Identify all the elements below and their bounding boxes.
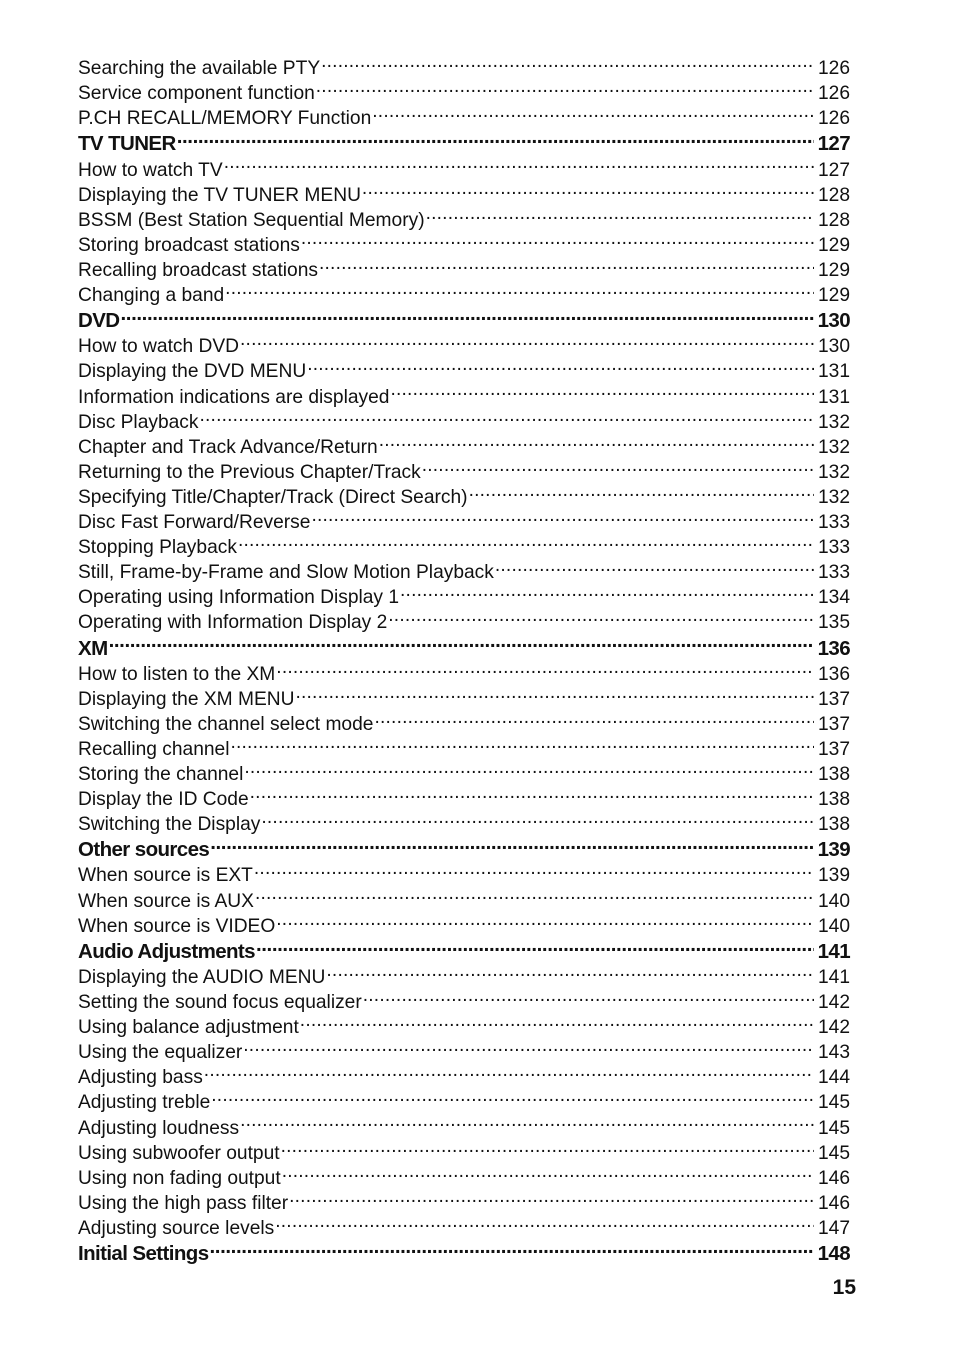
dot-leader — [244, 755, 814, 780]
table-of-contents — [78, 49, 850, 1266]
toc-page-number: 133 — [817, 511, 850, 533]
dot-leader — [363, 983, 814, 1008]
toc-page-number: 132 — [817, 461, 850, 483]
dot-leader — [316, 74, 814, 99]
toc-page-number: 126 — [817, 108, 850, 130]
dot-leader — [289, 1184, 814, 1209]
toc-page-number: 146 — [817, 1192, 850, 1214]
toc-entry-title: Displaying the AUDIO MENU — [78, 966, 326, 988]
toc-entry-title: Service component function — [78, 83, 315, 105]
toc-page-number: 148 — [817, 1242, 850, 1266]
dot-leader — [230, 730, 814, 755]
toc-entry-title: Using the equalizer — [78, 1042, 243, 1064]
toc-page-number: 133 — [817, 537, 850, 559]
toc-page-number: 129 — [817, 259, 850, 281]
dot-leader — [362, 176, 814, 201]
toc-page-number: 138 — [817, 814, 850, 836]
toc-page-number: 142 — [817, 1017, 850, 1039]
toc-section-title: Initial Settings — [78, 1242, 209, 1266]
dot-leader — [372, 99, 814, 124]
toc-entry-title: Disc Playback — [78, 411, 199, 433]
toc-page-number: 126 — [817, 58, 850, 80]
toc-section-title: XM — [78, 636, 108, 660]
toc-section-title: DVD — [78, 309, 120, 333]
dot-leader — [311, 503, 814, 528]
toc-page-number: 133 — [817, 562, 850, 584]
dot-leader — [374, 705, 814, 730]
toc-entry-title: Disc Fast Forward/Reverse — [78, 511, 311, 533]
dot-leader — [321, 49, 814, 74]
dot-leader — [177, 124, 814, 150]
dot-leader — [495, 553, 814, 578]
dot-leader — [390, 377, 814, 402]
toc-page-number: 132 — [817, 486, 850, 508]
toc-page-number: 127 — [817, 159, 850, 181]
toc-page-number: 132 — [817, 411, 850, 433]
dot-leader — [211, 1083, 814, 1108]
toc-page-number: 139 — [817, 865, 850, 887]
dot-leader — [238, 528, 814, 553]
toc-section-heading — [78, 301, 850, 333]
dot-leader — [240, 1108, 814, 1133]
dot-leader — [200, 403, 814, 428]
toc-entry-title: When source is EXT — [78, 865, 253, 887]
toc-page-number: 128 — [817, 209, 850, 231]
dot-leader — [243, 1033, 814, 1058]
toc-entry-title: Displaying the XM MENU — [78, 688, 295, 710]
toc-entry-title: Operating using Information Display 1 — [78, 587, 400, 609]
toc-entry-title: Storing broadcast stations — [78, 234, 300, 256]
toc-page-number: 130 — [817, 336, 850, 358]
toc-entry-title: Recalling broadcast stations — [78, 259, 318, 281]
toc-entry-title: Recalling channel — [78, 738, 230, 760]
toc-page-number: 137 — [817, 738, 850, 760]
toc-entry-title: Adjusting loudness — [78, 1117, 240, 1139]
toc-page-number: 137 — [817, 688, 850, 710]
toc-entry — [78, 49, 850, 80]
toc-section-title: Other sources — [78, 838, 210, 862]
toc-page-number: 128 — [817, 184, 850, 206]
dot-leader — [422, 453, 814, 478]
toc-page-number: 145 — [817, 1142, 850, 1164]
toc-entry-title: Displaying the TV TUNER MENU — [78, 184, 361, 206]
toc-page-number: 134 — [817, 587, 850, 609]
toc-page-number: 126 — [817, 83, 850, 105]
toc-section-heading — [78, 124, 850, 156]
toc-entry-title: Display the ID Code — [78, 789, 249, 811]
dot-leader — [319, 251, 814, 276]
toc-page-number: 132 — [817, 436, 850, 458]
dot-leader — [120, 301, 813, 327]
toc-entry-title: P.CH RECALL/MEMORY Function — [78, 108, 372, 130]
toc-entry-title: Information indications are displayed — [78, 386, 390, 408]
toc-entry — [78, 655, 850, 685]
toc-entry-title: When source is AUX — [78, 890, 254, 912]
toc-page-number: 147 — [817, 1217, 850, 1239]
toc-entry-title: Switching the channel select mode — [78, 713, 374, 735]
toc-entry-title: Searching the available PTY — [78, 58, 321, 80]
dot-leader — [426, 201, 814, 226]
toc-entry-title: Displaying the DVD MENU — [78, 361, 307, 383]
toc-entry-title: Operating with Information Display 2 — [78, 612, 388, 634]
toc-page-number: 141 — [817, 966, 850, 988]
toc-page-number: 131 — [817, 361, 850, 383]
toc-page-number: 140 — [817, 915, 850, 937]
toc-page-number: 139 — [817, 838, 850, 862]
dot-leader — [379, 428, 814, 453]
dot-leader — [281, 1134, 814, 1159]
toc-entry-title: Adjusting source levels — [78, 1217, 275, 1239]
dot-leader — [109, 628, 814, 654]
toc-entry-title: Using non fading output — [78, 1167, 281, 1189]
dot-leader — [275, 1209, 814, 1234]
toc-entry-title: Specifying Title/Chapter/Track (Direct Search) — [78, 486, 468, 508]
dot-leader — [282, 1159, 814, 1184]
toc-page-number: 140 — [817, 890, 850, 912]
toc-page-number: 129 — [817, 285, 850, 307]
toc-entry-title: How to watch DVD — [78, 336, 240, 358]
toc-entry-title: Setting the sound focus equalizer — [78, 992, 362, 1014]
toc-entry-title: Using subwoofer output — [78, 1142, 280, 1164]
toc-page-number: 135 — [817, 612, 850, 634]
toc-section-heading — [78, 628, 850, 660]
dot-leader — [255, 881, 814, 906]
dot-leader — [225, 276, 814, 301]
toc-entry — [78, 327, 850, 358]
toc-page-number: 146 — [817, 1167, 850, 1189]
toc-page-number: 130 — [817, 309, 850, 333]
toc-entry-title: Using the high pass filter — [78, 1192, 289, 1214]
dot-leader — [240, 327, 814, 352]
toc-page-number: 129 — [817, 234, 850, 256]
dot-leader — [388, 603, 814, 628]
toc-entry-title: Switching the Display — [78, 814, 261, 836]
toc-entry-title: Adjusting treble — [78, 1092, 211, 1114]
toc-entry-title: BSSM (Best Station Sequential Memory) — [78, 209, 425, 231]
toc-entry-title: Changing a band — [78, 285, 225, 307]
dot-leader — [256, 932, 814, 958]
toc-page-number: 127 — [817, 132, 850, 156]
toc-section-title: TV TUNER — [78, 132, 176, 156]
toc-page-number: 131 — [817, 386, 850, 408]
toc-page-number: 138 — [817, 764, 850, 785]
toc-entry-title: Using balance adjustment — [78, 1017, 299, 1039]
dot-leader — [224, 150, 814, 175]
toc-entry-title: Stopping Playback — [78, 537, 237, 559]
dot-leader — [400, 578, 814, 603]
toc-entry-title: Still, Frame-by-Frame and Slow Motion Playback — [78, 562, 494, 584]
toc-entry-title: Returning to the Previous Chapter/Track — [78, 461, 421, 483]
toc-section-title: Audio Adjustments — [78, 939, 255, 963]
toc-page-number: 145 — [817, 1117, 850, 1139]
toc-page-number: 145 — [817, 1092, 850, 1114]
toc-entry-title: When source is VIDEO — [78, 915, 276, 937]
dot-leader — [254, 856, 814, 881]
toc-page-number: 144 — [817, 1067, 850, 1089]
dot-leader — [469, 478, 814, 503]
toc-page-number: 136 — [817, 636, 850, 660]
dot-leader — [326, 958, 814, 983]
toc-page-number: 138 — [817, 789, 850, 811]
toc-page-number: 143 — [817, 1042, 850, 1064]
dot-leader — [204, 1058, 814, 1083]
page-number: 15 — [832, 1276, 856, 1299]
toc-page-number: 137 — [817, 713, 850, 735]
toc-entry-title: How to listen to the XM — [78, 663, 276, 685]
toc-page-number: 136 — [817, 663, 850, 685]
toc-entry-title: How to watch TV — [78, 159, 223, 181]
dot-leader — [276, 655, 814, 680]
dot-leader — [295, 680, 814, 705]
dot-leader — [210, 830, 813, 856]
dot-leader — [307, 352, 814, 377]
dot-leader — [300, 1008, 814, 1033]
toc-entry-title: Adjusting bass — [78, 1067, 203, 1089]
toc-page-number: 142 — [817, 992, 850, 1014]
dot-leader — [301, 226, 814, 251]
dot-leader — [210, 1234, 814, 1260]
dot-leader — [261, 805, 814, 830]
dot-leader — [250, 780, 814, 805]
toc-page-number: 141 — [817, 939, 850, 963]
toc-entry — [78, 150, 850, 181]
toc-entry-title: Chapter and Track Advance/Return — [78, 436, 378, 458]
dot-leader — [276, 907, 814, 932]
toc-entry-title: Storing the channel — [78, 764, 244, 785]
